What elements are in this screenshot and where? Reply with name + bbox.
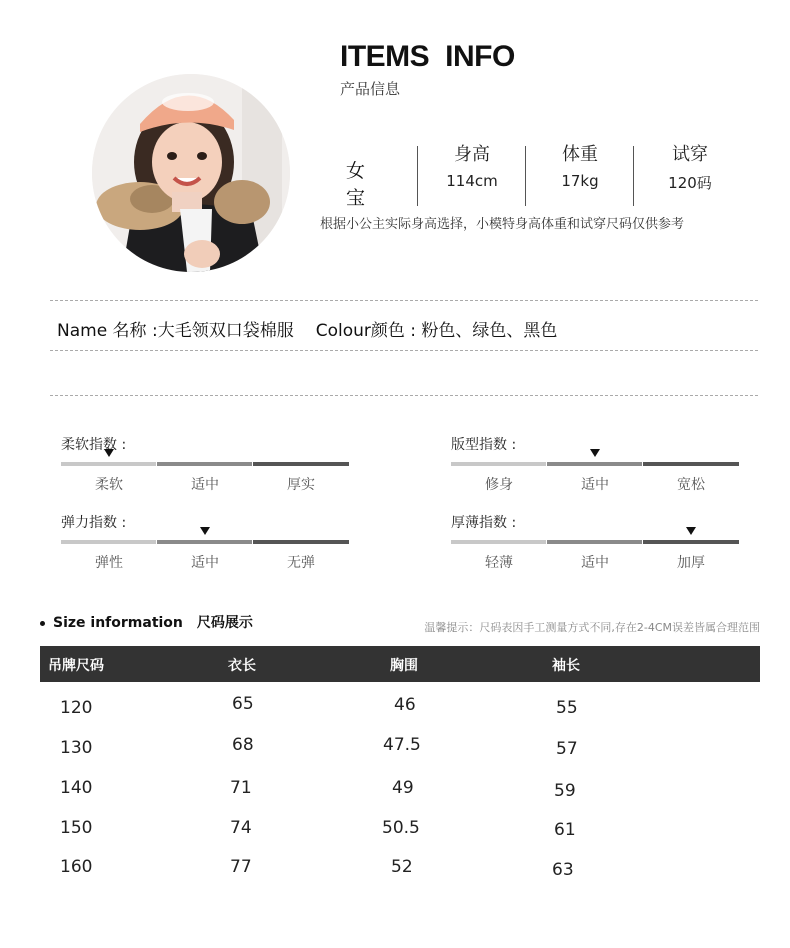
dashed-divider: [50, 395, 758, 396]
page-subtitle: 产品信息: [340, 80, 401, 98]
index-label: 轻薄: [485, 555, 513, 571]
table-row: [40, 815, 760, 855]
table-cell: 46: [394, 695, 416, 715]
table-cell: 68: [232, 735, 254, 755]
index-title: 厚薄指数 :: [451, 515, 517, 531]
title-word-info: INFO: [445, 40, 515, 73]
table-cell: 49: [392, 778, 414, 798]
index-label: 弹性: [95, 555, 123, 571]
table-cell: 150: [60, 818, 93, 838]
index-label: 宽松: [677, 477, 705, 493]
table-cell: 130: [60, 738, 93, 758]
stat-divider: [525, 146, 526, 206]
measurement-tip: 温馨提示：尺码表因手工测量方式不同,存在2-4CM误差皆属合理范围: [424, 621, 760, 634]
column-header: 吊牌尺码: [48, 658, 104, 674]
index-label: 无弹: [287, 555, 315, 571]
column-header: 袖长: [552, 658, 580, 674]
size-table-header: [40, 646, 760, 682]
index-label: 柔软: [95, 477, 123, 493]
name-value: 大毛领双口袋棉服: [157, 321, 294, 341]
table-cell: 59: [554, 781, 576, 801]
stat-height-label: 身高: [454, 144, 490, 165]
colour-label: Colour颜色 :: [315, 321, 416, 341]
table-cell: 120: [60, 698, 93, 718]
column-header: 衣长: [228, 658, 256, 674]
model-note: 根据小公主实际身高选择，小模特身高体重和试穿尺码仅供参考: [320, 217, 685, 232]
table-cell: 61: [554, 820, 576, 840]
name-label: Name 名称 :: [57, 321, 158, 341]
table-row: [40, 734, 760, 774]
stat-weight: [535, 140, 625, 190]
index-label: 适中: [191, 477, 219, 493]
table-cell: 50.5: [382, 818, 420, 838]
table-cell: 71: [230, 778, 252, 798]
table-cell: 65: [232, 694, 254, 714]
table-row: [40, 775, 760, 815]
model-photo: [92, 74, 290, 272]
index-label: 厚实: [287, 477, 315, 493]
stat-divider: [417, 146, 418, 206]
colour-value: 粉色、绿色、黑色: [421, 321, 558, 341]
table-cell: 55: [556, 698, 578, 718]
index-label: 适中: [581, 477, 609, 493]
model-illustration: [92, 74, 290, 272]
index-title: 柔软指数 :: [61, 437, 127, 453]
table-cell: 52: [391, 857, 413, 877]
stat-height: [427, 140, 517, 190]
index-marker-icon: [200, 527, 210, 535]
model-gender-label: 女宝: [346, 160, 366, 209]
table-row: [40, 694, 760, 734]
stat-trial-label: 试穿: [672, 144, 708, 165]
index-label: 适中: [581, 555, 609, 571]
index-label: 适中: [191, 555, 219, 571]
title-word-items: ITEMS: [340, 40, 430, 73]
bullet-icon: [40, 621, 45, 626]
index-title: 版型指数 :: [451, 437, 517, 453]
product-info-row: [57, 316, 557, 341]
index-marker-icon: [590, 449, 600, 457]
stat-height-value: 114cm: [446, 172, 498, 190]
size-heading-cn: 尺码展示: [196, 615, 253, 631]
index-title: 弹力指数 :: [61, 515, 127, 531]
table-row: [40, 854, 760, 894]
index-label: 修身: [485, 477, 513, 493]
index-marker-icon: [686, 527, 696, 535]
stat-weight-value: 17kg: [561, 172, 599, 190]
index-marker-icon: [104, 449, 114, 457]
index-bar: [451, 540, 739, 544]
stat-divider: [633, 146, 634, 206]
stat-trial-size: [643, 140, 737, 193]
size-section-heading: [40, 612, 253, 632]
dashed-divider: [50, 300, 758, 301]
table-cell: 47.5: [383, 735, 421, 755]
index-bar: [451, 462, 739, 466]
table-cell: 57: [556, 739, 578, 759]
table-cell: 74: [230, 818, 252, 838]
stat-weight-label: 体重: [562, 144, 598, 165]
table-cell: 160: [60, 857, 93, 877]
size-heading-en: Size information: [53, 615, 183, 631]
page-title: [340, 40, 515, 74]
stat-trial-value: 120码: [668, 174, 712, 192]
index-bar: [61, 540, 349, 544]
table-cell: 140: [60, 778, 93, 798]
column-header: 胸围: [390, 658, 418, 674]
index-label: 加厚: [677, 555, 705, 571]
index-bar: [61, 462, 349, 466]
dashed-divider: [50, 350, 758, 351]
table-cell: 63: [552, 860, 574, 880]
table-cell: 77: [230, 857, 252, 877]
